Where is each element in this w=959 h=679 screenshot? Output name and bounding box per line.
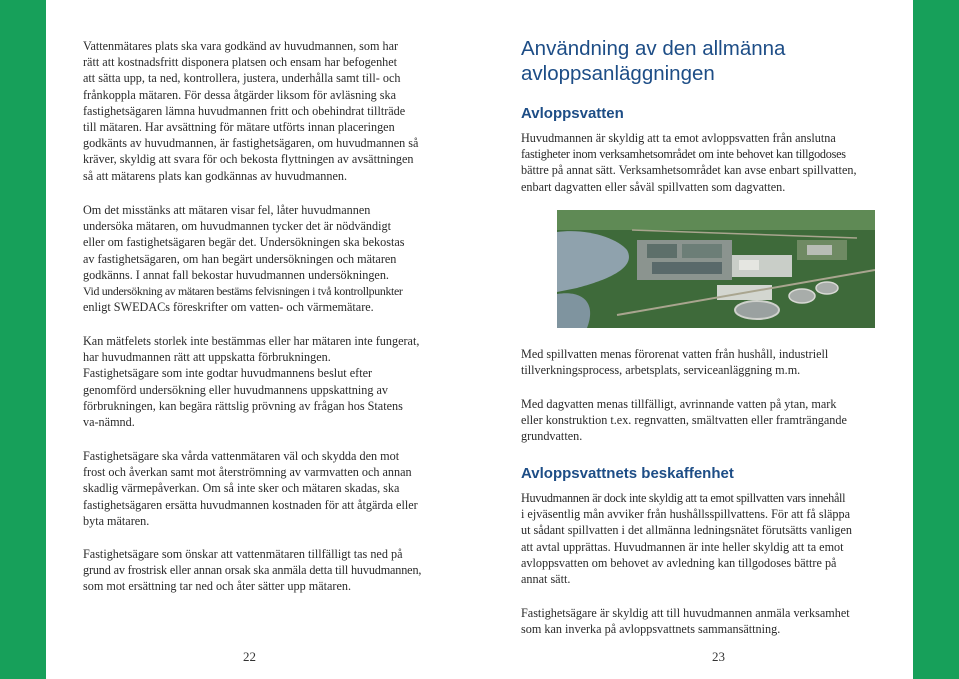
paragraph-care [83, 448, 439, 529]
text-line: Om det misstänks att mätaren visar fel, låter huvudmannen [83, 203, 371, 217]
text-line: rätt att kostnadsfritt disponera platsen och ensam har befogenhet [83, 55, 398, 70]
text-line: skadlig värmepåverkan. Om så inte sker och mätaren skadas, ska [83, 481, 400, 496]
paragraph-spillvatten [521, 346, 878, 378]
page-number-right: 23 [712, 649, 725, 664]
page-title-line: avloppsanläggningen [521, 62, 715, 85]
text-line: förbrukningen, kan begära rättslig prövning av frågan hos Statens [83, 398, 403, 413]
text-line: Fastighetsägare ska vårda vattenmätaren väl och skydda den mot [83, 449, 400, 463]
text-line: frost och åverkan samt mot återströmning av varmvatten och annan [83, 465, 412, 480]
paragraph-dagvatten [521, 396, 878, 445]
text-line: avloppsvatten om behovet av avledning kan tillgodoses bättre på [521, 555, 837, 570]
text-line: av fastighetsägaren, om han begärt undersökningen och mätaren [83, 251, 397, 266]
text-line: kräver, skyldig att svara för och bekosta flyttningen av avsättningen [83, 152, 414, 167]
paragraph-meter-fault [83, 202, 439, 315]
text-line: i ejväsentlig mån avviker från hushållsspillvattens. För att få släppa [521, 507, 850, 522]
text-line: Huvudmannen är dock inte skyldig att ta emot spillvatten vars innehåll [521, 491, 846, 505]
text-line: fastigheter inom verksamhetsområdet om inte behovet kan tillgodoses [521, 147, 846, 162]
text-line: tillverkningsprocess, arbetsplats, serviceanläggning m.m. [521, 363, 801, 378]
text-line: att avtal upprättas. Huvudmannen är inte heller skyldig att ta emot [521, 539, 844, 554]
text-line: grundvatten. [521, 429, 583, 444]
left-green-stripe [0, 0, 46, 679]
text-line: som mot ersättning tar ned och åter sätter upp mätaren. [83, 579, 352, 594]
text-line: Fastighetsägare som inte godtar huvudmannens beslut efter [83, 366, 373, 381]
text-line: Huvudmannen är skyldig att ta emot avloppsvatten från anslutna [521, 131, 836, 145]
text-line: fastighetsägaren ersätta huvudmannen kostnaden för att åtgärda eller [83, 497, 418, 512]
text-line: Fastighetsägare är skyldig att till huvudmannen anmäla verksamhet [521, 606, 850, 620]
paragraph-composition [521, 490, 878, 587]
paragraph-removal [83, 546, 439, 595]
text-line: att sätta upp, ta ned, kontrollera, justera, underhålla samt till- och [83, 71, 401, 86]
text-line: annat sätt. [521, 572, 571, 587]
text-line: Vid undersökning av mätaren bestäms felvisningen i två kontrollpunkter [83, 284, 403, 299]
text-line: grund av frostrisk eller annan orsak ska anmäla detta till huvudmannen, [83, 563, 422, 578]
text-line: godkänts av huvudmannen, är fastighetsägaren, om huvudmannen så [83, 136, 419, 151]
text-line: fastighetsägaren lämna huvudmannen fritt och obehindrat tillträde [83, 103, 406, 118]
text-line: har huvudmannen rätt att uppskatta förbrukningen. [83, 350, 331, 365]
text-line: enligt SWEDACs föreskrifter om vatten- och värmemätare. [83, 300, 374, 315]
paragraph-estimate [83, 333, 439, 430]
text-line: eller om fastighetsägaren begär det. Undersökningen ska bekostas [83, 235, 405, 250]
text-line: undersöka mätaren, om huvudmannen tycker det är nödvändigt [83, 219, 391, 234]
text-line: Med spillvatten menas förorenat vatten från hushåll, industriell [521, 347, 829, 361]
text-line: Kan mätfelets storlek inte bestämmas eller har mätaren inte fungerat, [83, 334, 420, 348]
heading-beskaffenhet: Avloppsvattnets beskaffenhet [521, 465, 734, 482]
text-line: byta mätaren. [83, 513, 150, 528]
text-line: bättre på annat sätt. Verksamhetsområdet kan avse enbart spillvatten, [521, 163, 857, 178]
text-line: Med dagvatten menas tillfälligt, avrinnande vatten på ytan, mark [521, 397, 837, 411]
page-title [521, 36, 785, 86]
treatment-plant-aerial-photo [557, 210, 875, 328]
text-line: frånkoppla mätaren. För dessa åtgärder liksom för avläsning ska [83, 87, 397, 102]
text-line: som kan inverka på avloppsvattnets sammansättning. [521, 622, 781, 637]
page-title-line: Användning av den allmänna [521, 37, 786, 60]
heading-avloppsvatten: Avloppsvatten [521, 105, 624, 122]
right-green-stripe [913, 0, 959, 679]
text-line: till mätaren. Har avsättning för mätare utförts innan placeringen [83, 120, 395, 135]
page-number-left: 22 [243, 649, 256, 664]
paragraph-obligation [521, 130, 878, 195]
text-line: eller konstruktion t.ex. regnvatten, smältvatten eller framträngande [521, 413, 847, 428]
text-line: Fastighetsägare som önskar att vattenmätaren tillfälligt tas ned på [83, 547, 403, 561]
text-line: Vattenmätares plats ska vara godkänd av huvudmannen, som har [83, 39, 399, 53]
text-line: så att mätarens plats kan godkännas av huvudmannen. [83, 168, 347, 183]
text-line: ut sådant spillvatten i det allmänna ledningsnätet förutsätts vanligen [521, 523, 853, 538]
text-line: genomförd undersökning eller huvudmannens uppskattning av [83, 382, 388, 397]
paragraph-report-duty [521, 605, 878, 637]
paragraph-meter-placement [83, 38, 439, 184]
text-line: va-nämnd. [83, 415, 135, 430]
text-line: godkänns. I annat fall bekostar huvudmannen undersökningen. [83, 267, 389, 282]
text-line: enbart dagvatten eller såväl spillvatten som dagvatten. [521, 179, 786, 194]
